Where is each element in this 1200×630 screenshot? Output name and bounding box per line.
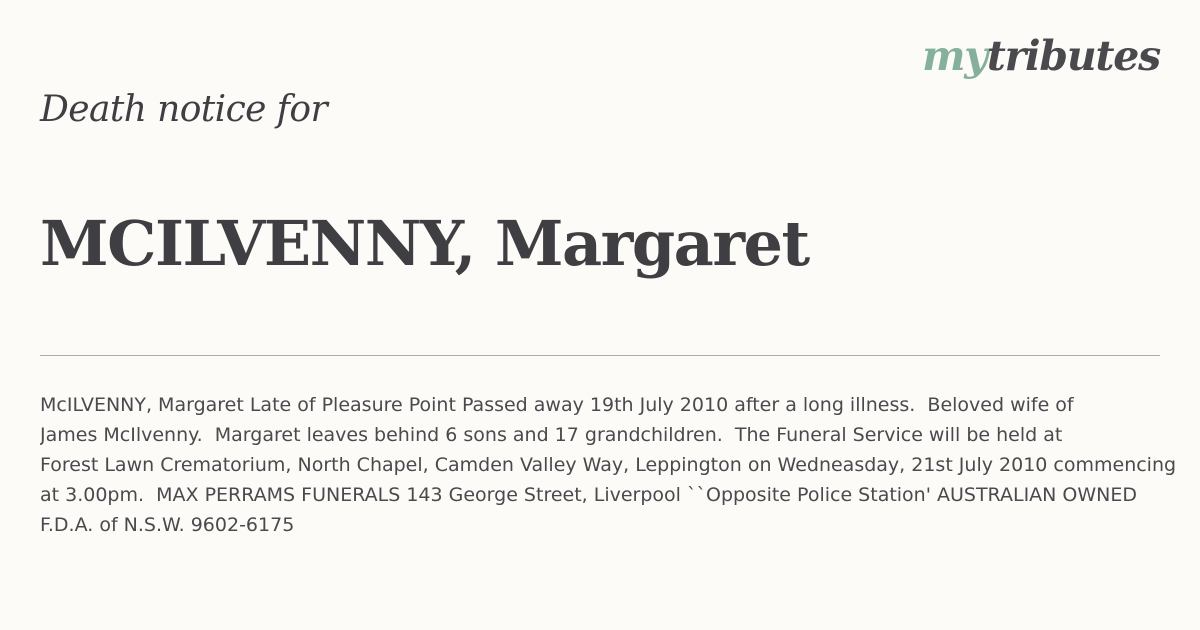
divider bbox=[40, 355, 1160, 356]
notice-text-line: McILVENNY, Margaret Late of Pleasure Point Passed away 19th July 2010 after a long illness. Beloved wife of bbox=[40, 394, 1074, 416]
notice-text-line: F.D.A. of N.S.W. 9602-6175 bbox=[40, 514, 295, 536]
mytributes-logo[interactable] bbox=[922, 32, 1160, 80]
logo-tributes: tributes bbox=[986, 32, 1160, 80]
deceased-name: MCILVENNY, Margaret bbox=[40, 207, 809, 280]
notice-text-line: at 3.00pm. MAX PERRAMS FUNERALS 143 George Street, Liverpool ``Opposite Police Station' AUSTRALIAN OWNED bbox=[40, 484, 1138, 506]
notice-label: Death notice for bbox=[40, 89, 328, 130]
logo-my: my bbox=[922, 32, 987, 80]
notice-text-line: James McIlvenny. Margaret leaves behind 6 sons and 17 grandchildren. The Funeral Service will be held at bbox=[40, 424, 1063, 446]
notice-text-line: Forest Lawn Crematorium, North Chapel, Camden Valley Way, Leppington on Wedneasday, 21st July 2010 commencing bbox=[40, 454, 1177, 476]
notice-text bbox=[40, 390, 1200, 540]
